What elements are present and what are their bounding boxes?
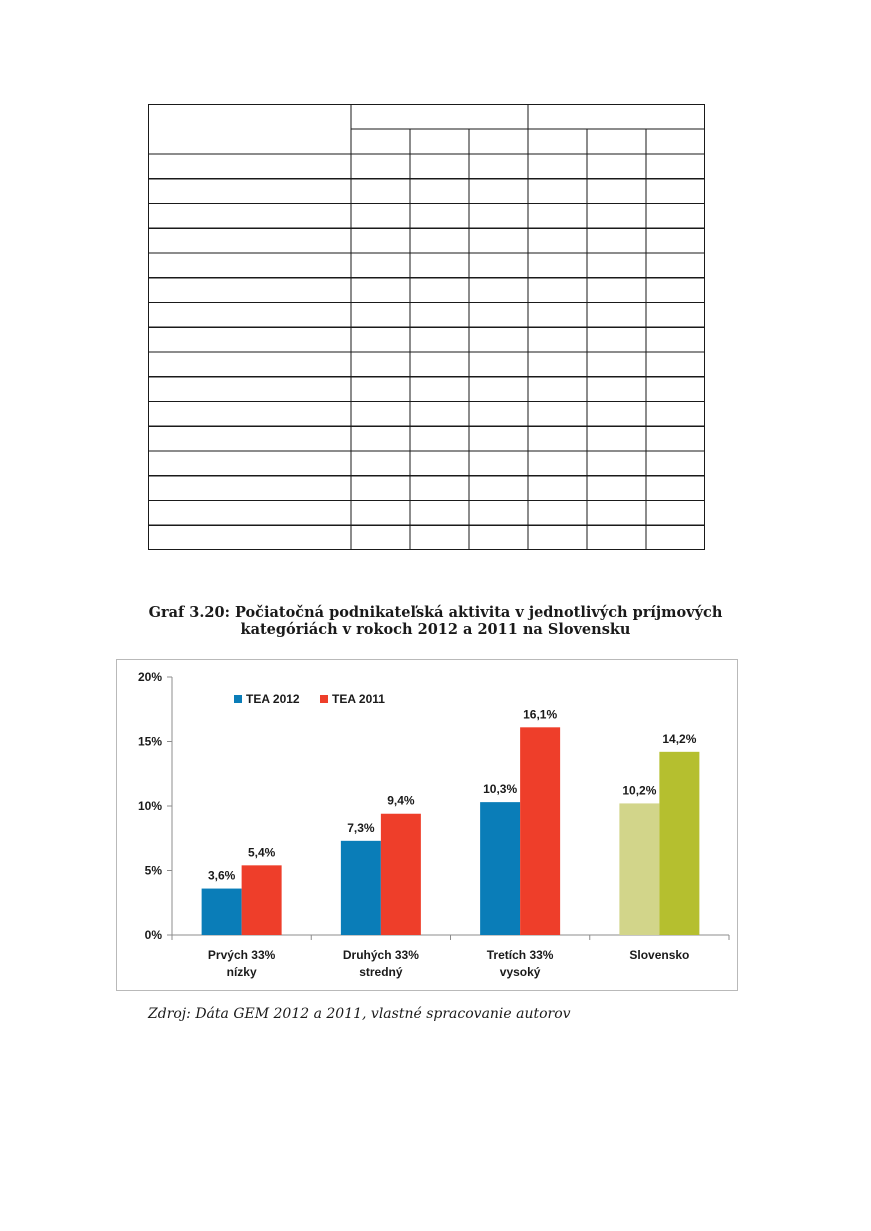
- y-tick-label: 5%: [144, 863, 162, 878]
- chart-canvas: [117, 660, 737, 990]
- bar-tea-2012: [202, 889, 242, 935]
- bar-tea-2012: [619, 803, 659, 935]
- y-tick-label: 20%: [137, 670, 162, 684]
- legend-label: TEA 2012: [246, 692, 300, 706]
- legend-swatch: [234, 695, 242, 703]
- data-label: 7,3%: [347, 820, 375, 835]
- y-tick-label: 0%: [144, 928, 162, 942]
- x-category-label: nízky: [226, 965, 257, 979]
- bar-chart: [116, 659, 738, 991]
- data-label: 10,2%: [622, 783, 657, 798]
- data-label: 14,2%: [662, 731, 697, 746]
- data-label: 10,3%: [483, 782, 518, 797]
- y-tick-label: 15%: [137, 734, 162, 749]
- empty-table: [148, 104, 705, 550]
- x-category-label: Prvých 33%: [207, 948, 276, 962]
- legend-swatch: [320, 695, 328, 703]
- x-category-label: stredný: [359, 965, 403, 979]
- x-category-label: Druhých 33%: [342, 948, 419, 962]
- x-category-label: vysoký: [499, 965, 541, 979]
- x-category-label: Tretích 33%: [486, 948, 554, 962]
- source-note: Zdroj: Dáta GEM 2012 a 2011, vlastné spracovanie autorov: [148, 1006, 571, 1022]
- figure-caption: [100, 604, 771, 638]
- bar-tea-2011: [381, 814, 421, 935]
- table-grid-lines: [148, 104, 705, 550]
- y-tick-label: 10%: [137, 799, 162, 813]
- bar-tea-2012: [341, 841, 381, 935]
- x-category-label: Slovensko: [629, 948, 690, 962]
- caption-line-2: kategóriách v rokoch 2012 a 2011 na Slovensku: [240, 621, 631, 638]
- data-label: 16,1%: [523, 707, 558, 722]
- bar-tea-2011: [659, 752, 699, 935]
- bar-tea-2012: [480, 802, 520, 935]
- data-label: 5,4%: [247, 845, 276, 860]
- caption-line-1: Graf 3.20: Počiatočná podnikateľská aktivita v jednotlivých príjmových: [148, 604, 723, 621]
- bar-tea-2011: [520, 727, 560, 935]
- data-label: 9,4%: [387, 793, 415, 808]
- legend-label: TEA 2011: [332, 692, 385, 706]
- data-label: 3,6%: [207, 868, 236, 883]
- bar-tea-2011: [242, 865, 282, 935]
